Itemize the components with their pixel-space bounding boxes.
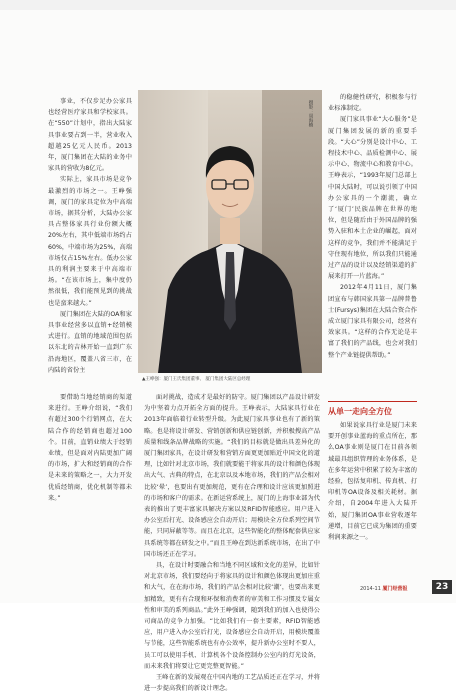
portrait-figure bbox=[138, 90, 322, 373]
section-divider bbox=[328, 401, 417, 402]
paragraph: 王峰在新的发展观在中国内地的工艺品质还正在学习，并将进一步提高我们的新设计理念。 bbox=[144, 674, 320, 693]
photo-caption: ▲王峥强：厦门王氏集团董事、 厦门集团大陆区总经理 bbox=[142, 377, 251, 382]
paragraph: 事业，不仅步足办公家具也经营医疗家具和学校家具。在“550”计划中，指出大陆家具事业要占到一半，营业收入超越25亿元人民币。2013年，厦门集团在大陆的业务中家具的营收为8亿元。 bbox=[48, 98, 132, 173]
section-heading: 从单一走向全方位 bbox=[328, 407, 392, 416]
paragraph: 厦门家具事业“大心服务”是厦门集团发展的新的重要手段。“大心”分别是设计中心、工程技术中心、品质检测中心、展示中心、物流中心和教育中心。王峥表示，“1993年厦门总部上中国大陆时，可以说引领了中国办公家具的一个潮流，确立了‘厦门’民族品牌在世界的地位，但是随后由于外国品牌的强势入驻和本土企业的崛起，面对这样的竞争，我们并不能满足于守住现有地位，所以我们只能通过产品的设计以及经销渠道的扩展来打开一片蓝海。” bbox=[328, 116, 417, 281]
paragraph: 具，在设计时要融合和当地不同区域和文化的差异，比如针对北京市场，我们要经向于将家具的设计和颜色体现出更加庄重和大气，在在海市场，我们的产品会相对比较‘潮’，也要出来更加精致，更有有合现和环保和消费者的审美和工作习惯及专属女性和审美的系列商品。”此外王峥强调，随到我们的加入也使得公司商品的竞争力加强。“比如我们有一套主要素，RFID智能感应，用户进入办公室后打光，设备感应会自动开启，用模块覆盖与节能，这些智能系统也有办公效率，提升新办公室时不要人，员工可以使用手机、计算机各个设备控制办公室内的灯光设备，而未来我们将要让它更完整更智能。” bbox=[144, 562, 320, 670]
column-right bbox=[328, 92, 417, 361]
column-left-bottom bbox=[48, 392, 132, 504]
column-left-top bbox=[48, 96, 132, 376]
paragraph: 面对挑战，造成才是最好的防守。厦门集团以产品设计研发为中坚着力点开拓全方面的提升。王峥表示，大陆家具行业在2013年面临着行业转型升级。为此厦门家具事业也有了新的策略。也是将设计研发、营销创新和供应链创新，并积极搜高产品质量和线条品牌战略的实施。“我们的目标就是做出具差异化的厦门集团家具，在设计研发和营销方面更更加贴近中国文化的道理，比如针对北京市场，我们就要能干将家具的设计和颜色体现出大气、古典的特点，在北京以及本地市场，我们的产品会相对比较‘晕’，也要出有更加规范，更有在合理和设计应该更加照进的市场和客户的需求。在新运营系统上，厦门的上海事业部为代表的推出了更丰富家具解决方案以及RFID智能感应。用户进入办公室后打光、设备感应会自动开启；用模块全方位系列空间节能，只同屏蔽等等。而且在北京，这些智能化的整体配套供应家具系统等都在研发之中。”而且王峥在到达新系统市场，在出了中国市场还正在学习。 bbox=[144, 394, 320, 558]
paragraph: 厦门集团在大陆的OA和家具事业经营多以直销+经销模式进行。直销的地域范围包括以东北的吉林开始一直到广东沿海地区，覆盖八省三市，在内陆的省份主 bbox=[48, 310, 132, 374]
page-top-edge bbox=[0, 0, 456, 10]
page-number: 23 bbox=[432, 580, 452, 594]
column-right-bottom bbox=[328, 420, 417, 543]
paragraph: 如果说家具行业是厦门未来要开创事业蓝海的重点所在，那么OA事业则是厦门在目前各领域最具组织管理的业务体系，是在多年运营中积累了较为丰富的经验，包括复印机、传真机、打印机等OA设备及相关耗材。据介绍，自2004年进入大陆开始，厦门集团OA事业营收逐年递增，目前它已成为集团的重要利润来源之一。 bbox=[328, 422, 417, 542]
paragraph: 的稳健性研究，积极参与行业标准制定。 bbox=[328, 94, 417, 113]
column-middle-bottom bbox=[144, 392, 320, 694]
paragraph: 实际上，家具市场是竞争最激烈的市场之一。王峥强调，厦门的家具定位为中高端市场，据其分析，大陆办公家具占整体家具行业份额大概20%左右，其中低端市场约占60%，中端市场为25%，高端市场仅占15%左右。低办公家具的利润主要来于中高端市场。“在该市场上，集中度仍然很低，我们能预见到的挑战也是蛮来越大。” bbox=[48, 176, 132, 307]
paragraph: 2012年4月11日，厦门集团宣布与韩国家具第一品牌普鲁士(Fursys)集团在大陆合资合作成立厦门家具有限公司，经营有效家具。“这样的合作无论是丰富了我们的产品线，也会对我们整个产业链提供帮助。” bbox=[328, 284, 417, 359]
page-footer bbox=[360, 585, 408, 592]
portrait-photo bbox=[138, 90, 322, 373]
photo-side-credit: 摄影：周海楠 bbox=[308, 100, 313, 127]
magazine-name: 厦门经营报 bbox=[382, 586, 408, 592]
paragraph: 要借助当地经销商的渠道来进行。王峥介绍说，“我们有超过300个行销网点，在大陆合作的经销商也超过100个。目前，直销业绩大于经销业绩，但是面对内陆更加广阔的市场，扩大和经销商的合作是未来的策略之一，大力开发优质经销商，优化机制等都未来。” bbox=[48, 394, 132, 502]
issue-date: 2014-11 bbox=[360, 586, 381, 592]
